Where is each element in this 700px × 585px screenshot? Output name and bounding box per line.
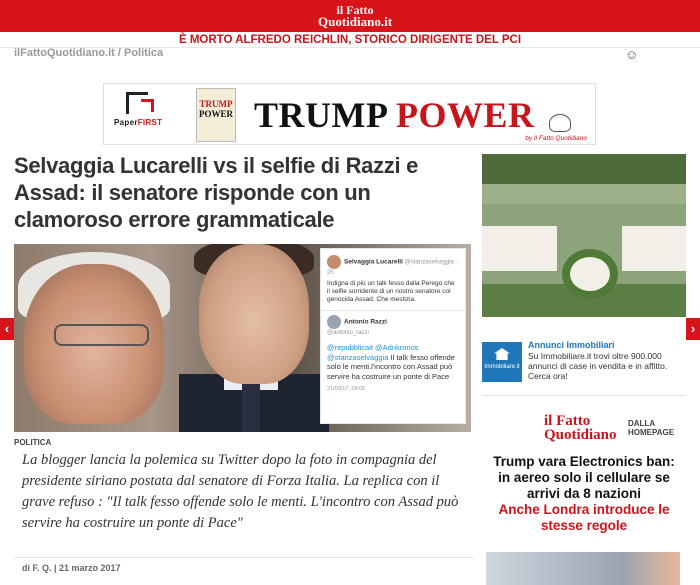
immo-title: Annunci Immobiliari bbox=[528, 340, 615, 350]
house-icon bbox=[494, 348, 510, 360]
article-byline: di F. Q. | 21 marzo 2017 bbox=[22, 563, 121, 573]
corner-mascot-icon: ☺ bbox=[625, 47, 639, 62]
dalla-homepage-label: DALLA HOMEPAGE bbox=[628, 419, 675, 437]
cartoon-icon bbox=[549, 114, 571, 132]
banner-subtitle: by Il Fatto Quotidiano bbox=[525, 135, 587, 142]
top-bar bbox=[0, 0, 700, 32]
sidebar-headline[interactable]: Trump vara Electronics ban: in aereo solo il cellulare se arrivi da 8 nazioni Anche Londra introduce le stesse regole bbox=[493, 454, 675, 533]
ad-banner[interactable] bbox=[103, 83, 596, 145]
section-label[interactable]: POLITICA bbox=[14, 438, 52, 447]
ifq-logo[interactable]: il Fatto Quotidiano bbox=[544, 413, 617, 443]
breaking-news-link[interactable]: È MORTO ALFREDO REICHLIN, STORICO DIRIGENTE DEL PCI bbox=[0, 32, 700, 48]
chevron-left-icon[interactable]: ‹ bbox=[0, 318, 14, 340]
article-headline[interactable]: Selvaggia Lucarelli vs il selfie di Razzi e Assad: il senatore risponde con un clamoroso errore grammaticale bbox=[14, 153, 419, 232]
banner-title: TRUMP POWER bbox=[254, 95, 535, 135]
breadcrumb: ilFattoQuotidiano.it / Politica bbox=[14, 47, 164, 59]
breadcrumb-home-link[interactable]: ilFattoQuotidiano.it bbox=[14, 47, 115, 59]
site-logo[interactable]: il Fatto Quotidiano.it bbox=[318, 3, 393, 29]
person-right bbox=[199, 244, 309, 384]
avatar bbox=[327, 315, 341, 329]
pf-icon bbox=[126, 92, 148, 114]
immobiliare-ad[interactable] bbox=[482, 340, 686, 388]
sidebar-thumbnail[interactable] bbox=[486, 552, 680, 585]
article-summary: La blogger lancia la polemica su Twitter dopo la foto in compagnia del presidente siriano postata dal senatore di Forza Italia. La replica con il grave refuso : "Il talk fesso offende solo le menti. L'incontro con Assad può servire ha costruire un ponte di Pace" bbox=[22, 452, 459, 531]
breadcrumb-section-link[interactable]: Politica bbox=[124, 47, 164, 59]
chevron-right-icon[interactable]: › bbox=[686, 318, 700, 340]
article-photo[interactable] bbox=[14, 244, 471, 432]
tweet-screenshot: Selvaggia Lucarelli @stanzaselvaggia · 2h Indigna di più un talk fesso dalla Perego che il selfie sorridente di un nostro senatore col genocida Assad. Che mestizia. Antonio Razzi @antonio_razzi @repubblicait @Adnkronos @stanzaselvaggia Il talk fesso offende solo le menti.l'incontro con Assad può servire ha costruire un ponte di Pace 21/03/17, 09:05 bbox=[320, 248, 466, 424]
paperfirst-logo: PaperFIRST bbox=[114, 92, 174, 127]
immobiliare-logo: immobiliare.it bbox=[482, 342, 522, 382]
ad-photo[interactable] bbox=[482, 154, 686, 317]
immo-text: Su Immobiliare.it trovi oltre 900.000 annunci di case in vendita e in affitto. Cerca ora! bbox=[528, 351, 668, 381]
book-cover: TRUMP POWER bbox=[196, 88, 236, 142]
avatar bbox=[327, 255, 341, 269]
